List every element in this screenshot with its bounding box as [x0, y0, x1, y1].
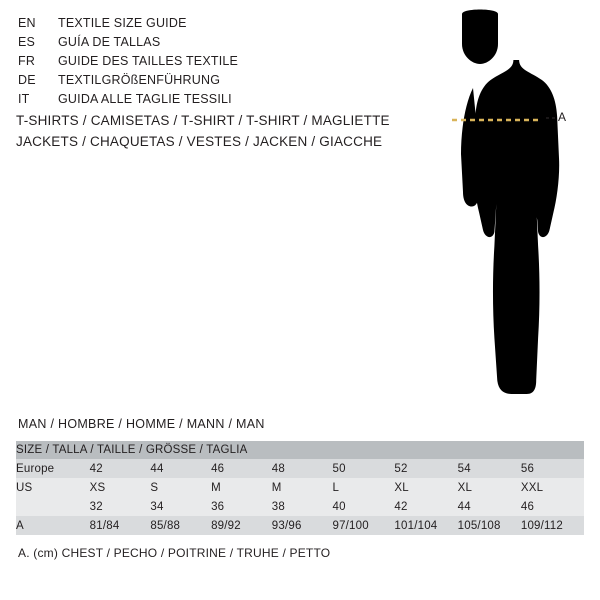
cell: XL: [458, 478, 521, 497]
cell: XL: [394, 478, 457, 497]
cell: 44: [458, 497, 521, 516]
language-list: [18, 14, 398, 109]
language-text: GUÍA DE TALLAS: [58, 35, 161, 49]
category-tshirts: T-SHIRTS / CAMISETAS / T-SHIRT / T-SHIRT / MAGLIETTE: [16, 113, 390, 128]
table-title: MAN / HOMBRE / HOMME / MANN / MAN: [18, 417, 265, 431]
cell: 56: [521, 459, 584, 478]
cell: 40: [332, 497, 394, 516]
language-text: TEXTILGRÖßENFÜHRUNG: [58, 73, 221, 87]
language-row: [18, 33, 398, 52]
cell: 89/92: [211, 516, 272, 535]
table-row: [16, 497, 584, 516]
language-text: TEXTILE SIZE GUIDE: [58, 16, 187, 30]
cell: 42: [394, 497, 457, 516]
table-row: [16, 478, 584, 497]
cell: L: [332, 478, 394, 497]
cell: 97/100: [332, 516, 394, 535]
chest-marker-label: A: [558, 110, 567, 124]
cell: 48: [272, 459, 333, 478]
table-row: [16, 516, 584, 535]
cell: 54: [458, 459, 521, 478]
cell: 85/88: [150, 516, 211, 535]
cell: 50: [332, 459, 394, 478]
cell: M: [211, 478, 272, 497]
cell: XXL: [521, 478, 584, 497]
cell: 105/108: [458, 516, 521, 535]
language-code: IT: [18, 92, 30, 106]
cell: 52: [394, 459, 457, 478]
cell: 109/112: [521, 516, 584, 535]
row-label: US: [16, 478, 90, 497]
body-figure: [400, 8, 600, 408]
table-footnote: A. (cm) CHEST / PECHO / POITRINE / TRUHE / PETTO: [18, 546, 331, 560]
language-code: ES: [18, 35, 36, 49]
language-code: EN: [18, 16, 36, 30]
language-row: [18, 52, 398, 71]
cell: 44: [150, 459, 211, 478]
table-header-label: SIZE / TALLA / TAILLE / GRÖSSE / TAGLIA: [16, 441, 584, 459]
row-label: A: [16, 516, 90, 535]
size-table: [16, 441, 584, 535]
category-list: [16, 110, 416, 152]
language-text: GUIDA ALLE TAGLIE TESSILI: [58, 92, 232, 106]
language-code: DE: [18, 73, 36, 87]
cell: 36: [211, 497, 272, 516]
cell: 93/96: [272, 516, 333, 535]
cell: XS: [90, 478, 151, 497]
cell: M: [272, 478, 333, 497]
cell: 42: [90, 459, 151, 478]
cell: 81/84: [90, 516, 151, 535]
cell: S: [150, 478, 211, 497]
language-text: GUIDE DES TAILLES TEXTILE: [58, 54, 239, 68]
category-jackets: JACKETS / CHAQUETAS / VESTES / JACKEN / GIACCHE: [16, 134, 383, 149]
cell: 46: [211, 459, 272, 478]
table-row: [16, 459, 584, 478]
cell: 32: [90, 497, 151, 516]
table-header-row: [16, 441, 584, 459]
language-code: FR: [18, 54, 36, 68]
cell: 101/104: [394, 516, 457, 535]
language-row: [18, 71, 398, 90]
cell: 38: [272, 497, 333, 516]
cell: 34: [150, 497, 211, 516]
cell: 46: [521, 497, 584, 516]
language-row: [18, 14, 398, 33]
language-row: [18, 90, 398, 109]
row-label: [16, 497, 90, 516]
row-label: Europe: [16, 459, 90, 478]
